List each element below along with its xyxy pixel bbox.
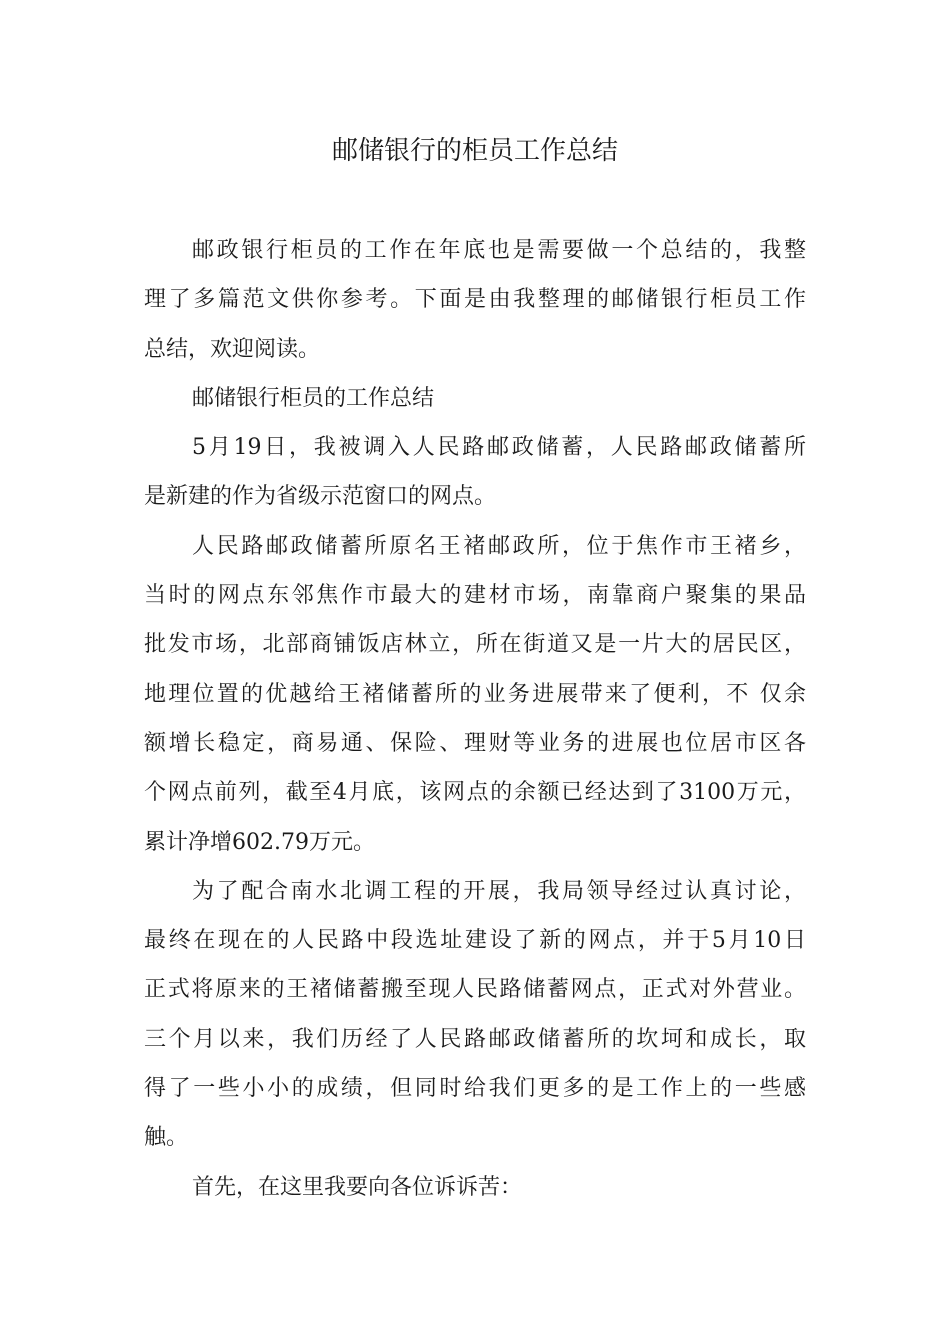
body-line: 5月19日，我被调入人民路邮政储蓄，人民路邮政储蓄所	[192, 435, 806, 461]
body-line: 三个月以来，我们历经了人民路邮政储蓄所的坎坷和成长，取	[144, 1026, 806, 1052]
body-line: 人民路邮政储蓄所原名王褚邮政所，位于焦作市王褚乡，	[192, 533, 806, 559]
body-line: 总结，欢迎阅读。	[144, 336, 321, 362]
body-line: 得了一些小小的成绩，但同时给我们更多的是工作上的一些感	[144, 1076, 806, 1102]
body-line: 最终在现在的人民路中段选址建设了新的网点，并于5月10日	[144, 928, 806, 954]
body-line: 批发市场，北部商铺饭店林立，所在街道又是一片大的居民区，	[144, 632, 806, 658]
body-line: 理了多篇范文供你参考。下面是由我整理的邮储银行柜员工作	[144, 287, 806, 313]
document-title: 邮储银行的柜员工作总结	[331, 136, 618, 166]
body-line: 当时的网点东邻焦作市最大的建材市场，南靠商户聚集的果品	[144, 583, 806, 609]
body-line: 为了配合南水北调工程的开展，我局领导经过认真讨论，	[192, 878, 806, 904]
body-line: 邮政银行柜员的工作在年底也是需要做一个总结的，我整	[192, 238, 806, 263]
body-line: 累计净增602.79万元。	[144, 829, 375, 855]
document-body	[144, 226, 806, 1212]
body-line: 地理位置的优越给王褚储蓄所的业务进展带来了便利，不 仅余	[144, 681, 806, 707]
body-line: 邮储银行柜员的工作总结	[192, 385, 435, 411]
body-line: 是新建的作为省级示范窗口的网点。	[144, 484, 497, 510]
body-line: 触。	[144, 1125, 189, 1151]
body-line: 个网点前列，截至4月底，该网点的余额已经达到了3100万元，	[144, 780, 806, 806]
body-line: 首先，在这里我要向各位诉诉苦：	[192, 1174, 523, 1200]
body-line: 正式将原来的王褚储蓄搬至现人民路储蓄网点，正式对外营业。	[144, 977, 806, 1003]
body-line: 额增长稳定，商易通、保险、理财等业务的进展也位居市区各	[144, 730, 806, 756]
